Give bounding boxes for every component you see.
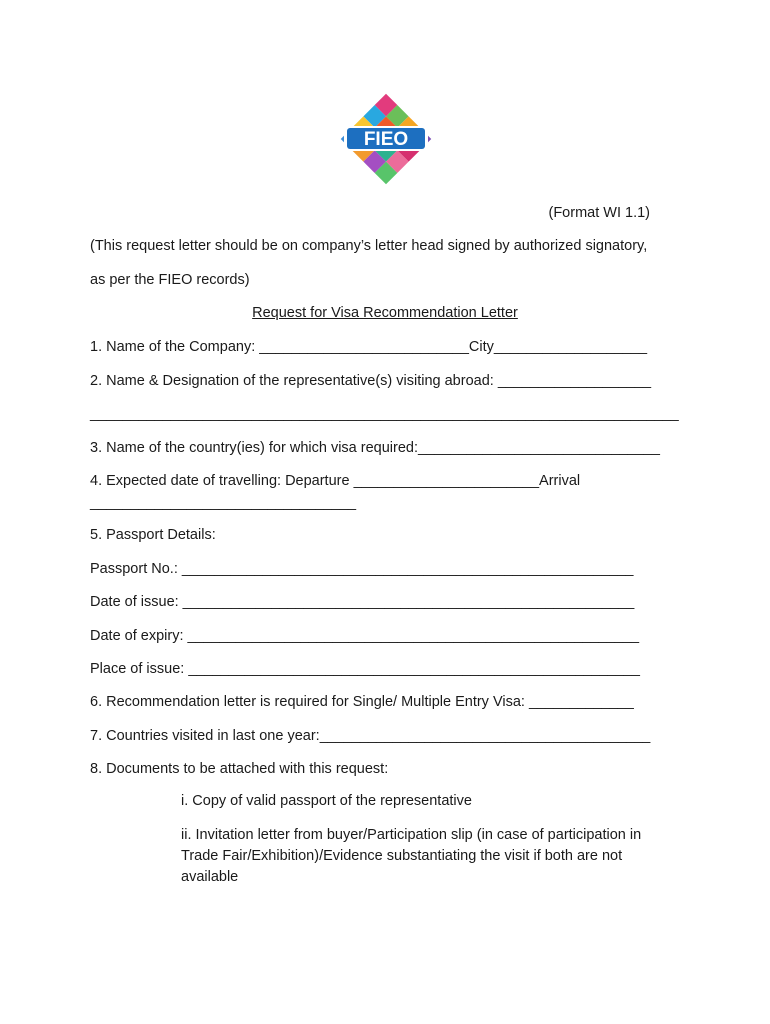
entry-visa-field: 6. Recommendation letter is required for Single/ Multiple Entry Visa: _____________ (90, 694, 634, 710)
fieo-logo (340, 93, 432, 185)
travel-date-field: 4. Expected date of travelling: Departure _______________________Arrival (90, 473, 581, 489)
date-of-expiry-field: Date of expiry: ________________________________________________________ (90, 628, 640, 644)
countries-visited-field: 7. Countries visited in last one year:_________________________________________ (90, 728, 651, 744)
passport-heading: 5. Passport Details: (90, 527, 216, 543)
date-of-issue-field: Date of issue: ________________________________________________________ (90, 594, 635, 610)
format-code: (Format WI 1.1) (548, 205, 650, 221)
countries-field: 3. Name of the country(ies) for which visa required:______________________________ (90, 440, 660, 456)
company-field: 1. Name of the Company: __________________________City___________________ (90, 339, 648, 355)
intro-line-1: (This request letter should be on company’s letter head signed by authorized signatory, (90, 238, 648, 254)
logo-text: FIEO (363, 129, 409, 150)
place-of-issue-field: Place of issue: ________________________________________________________ (90, 661, 640, 677)
document-item-2: ii. Invitation letter from buyer/Participation slip (in case of participation in Trade Fair/Exhibition)/Evidence substantiating the visit if both are not available (181, 827, 642, 885)
travel-date-field-continued: _________________________________ (90, 495, 357, 511)
passport-no-field: Passport No.: ________________________________________________________ (90, 561, 634, 577)
representative-field-continued: _________________________________________________________________________ (90, 406, 679, 422)
form-title: Request for Visa Recommendation Letter (252, 305, 518, 321)
documents-heading: 8. Documents to be attached with this request: (90, 761, 389, 777)
intro-line-2: as per the FIEO records) (90, 272, 250, 288)
representative-field: 2. Name & Designation of the representative(s) visiting abroad: ___________________ (90, 373, 652, 389)
document-item-1: i. Copy of valid passport of the representative (181, 793, 472, 809)
